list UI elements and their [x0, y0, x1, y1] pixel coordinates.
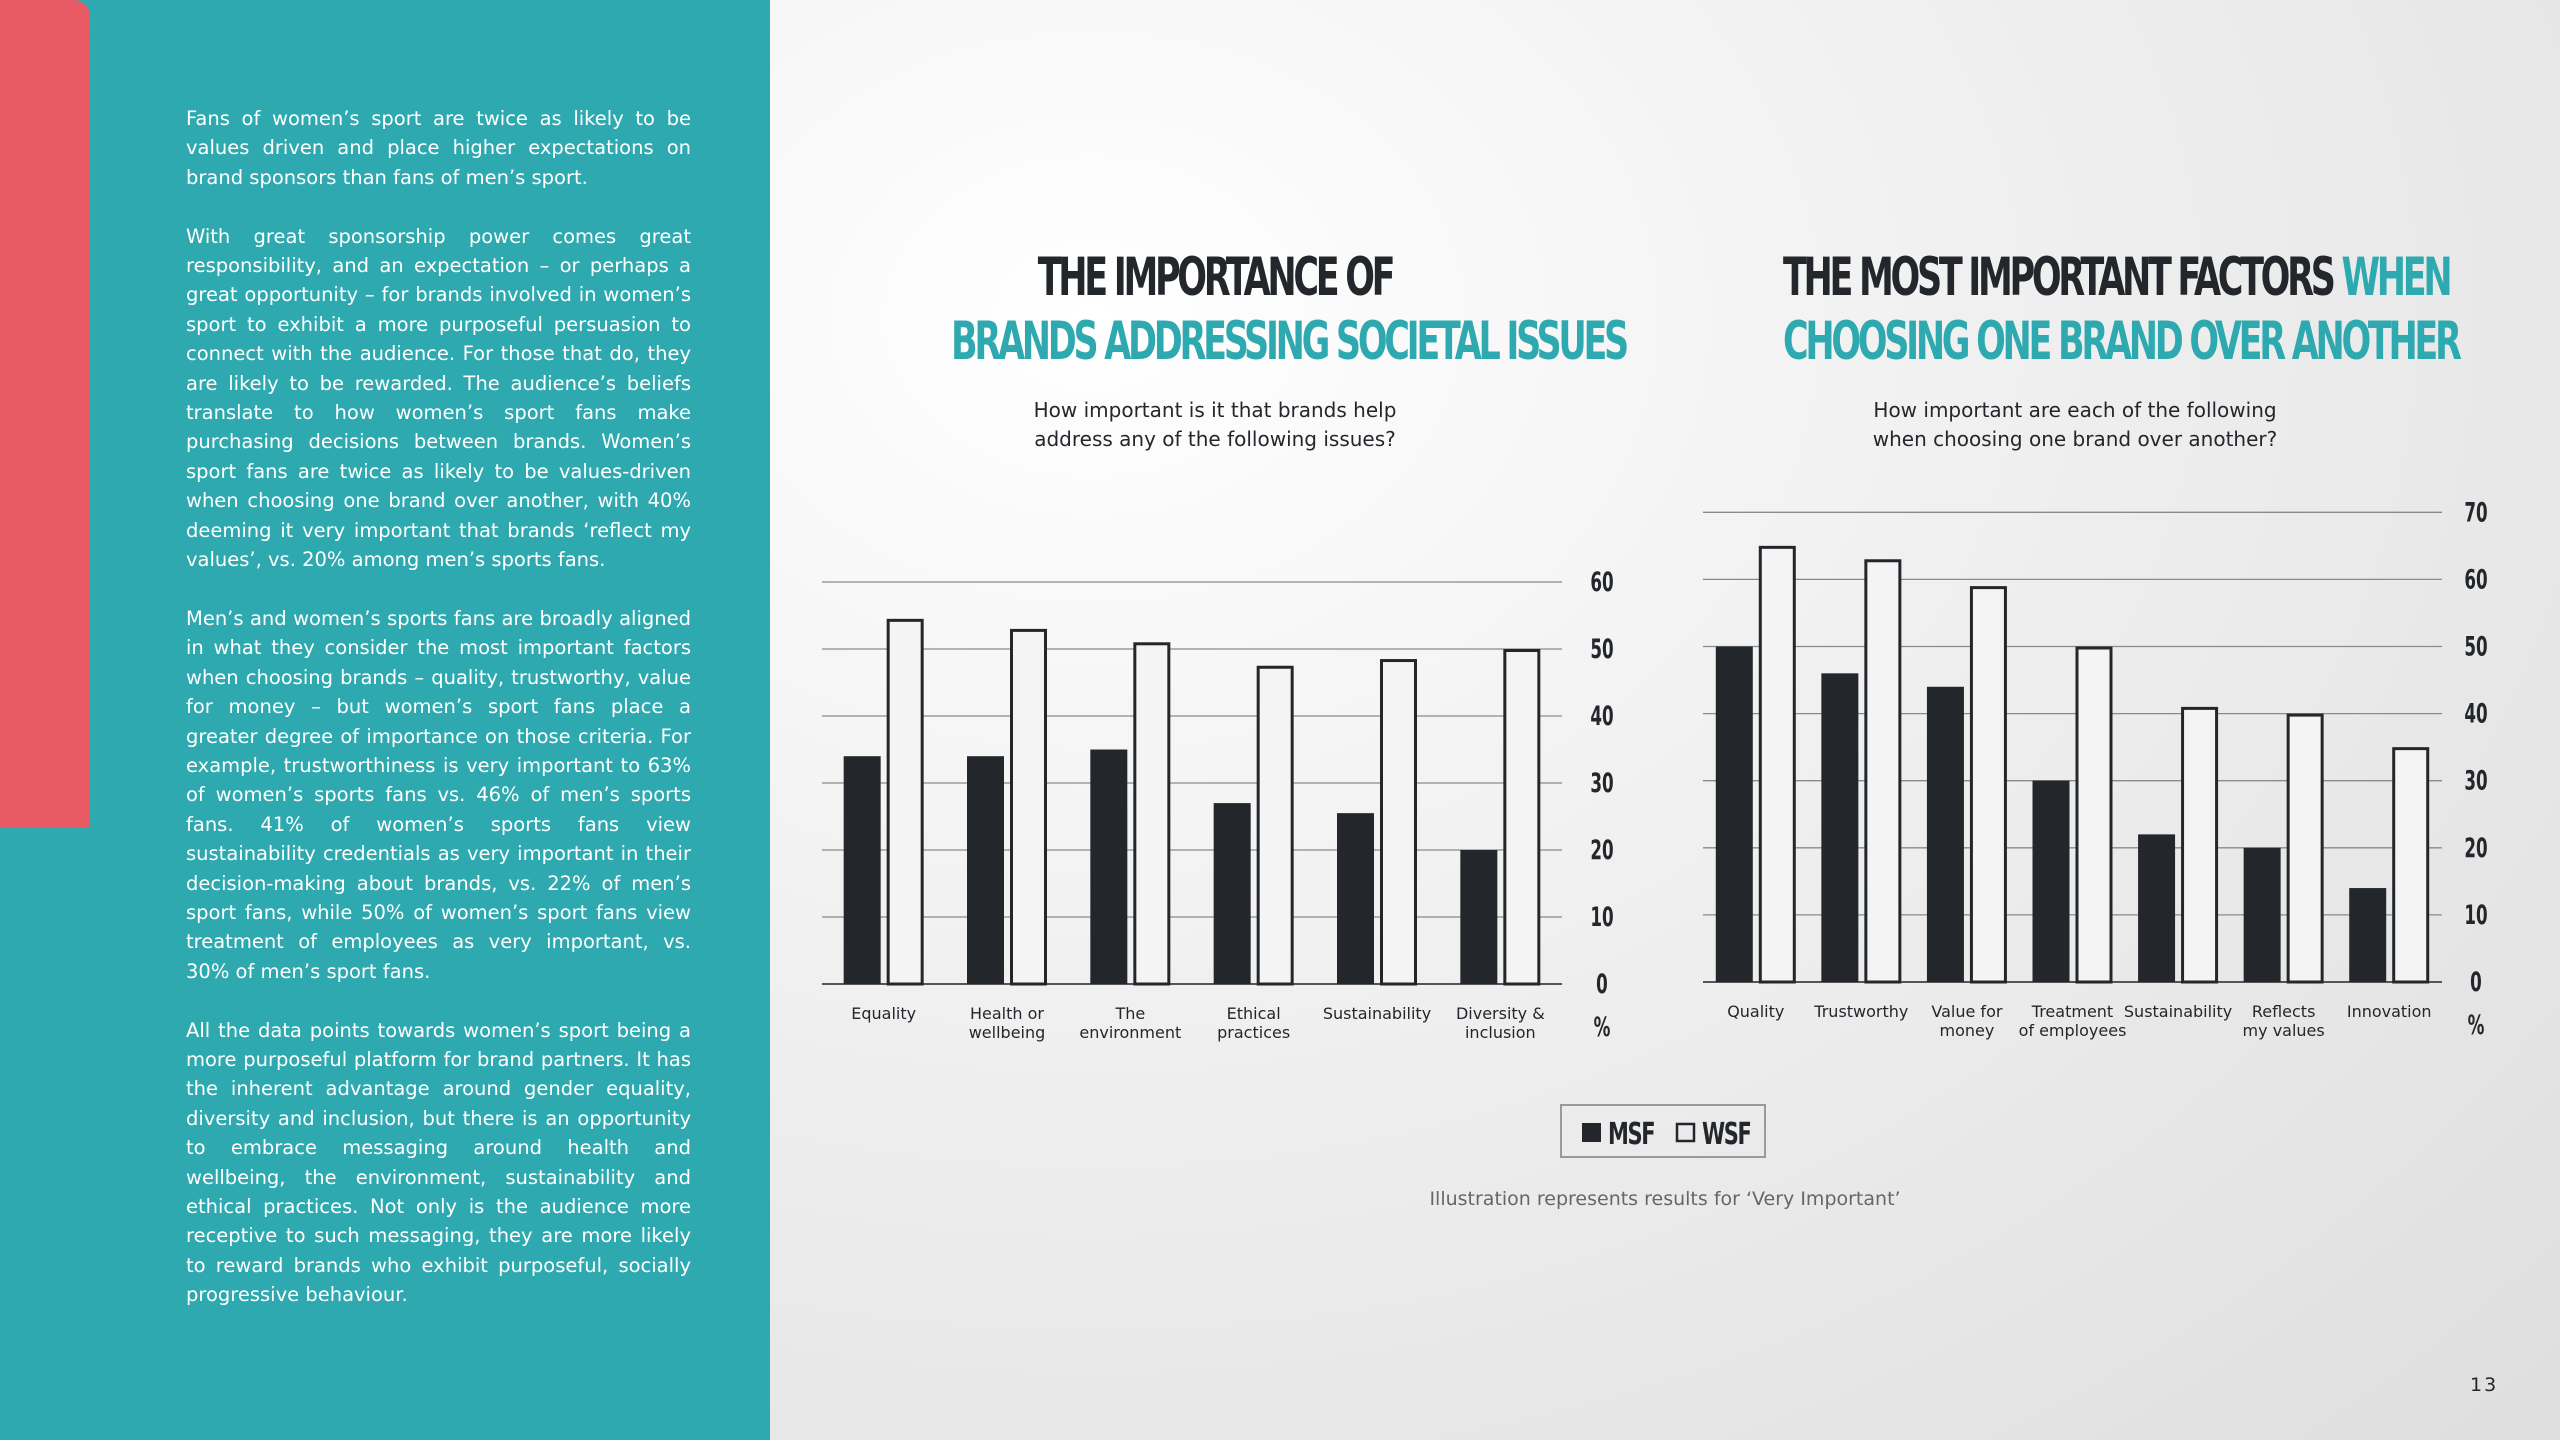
- chart2-y-unit: %: [2467, 1009, 2485, 1042]
- chart1-y-unit: %: [1593, 1011, 1611, 1044]
- chart1-y-tick-label: 0: [1596, 968, 1608, 1001]
- chart2-y-tick-label: 10: [2464, 899, 2488, 932]
- chart2-x-tick-label: Reflects: [2251, 1002, 2316, 1021]
- chart1-bar-wsf: [1135, 644, 1169, 984]
- chart1-bar-wsf: [1258, 667, 1292, 984]
- chart2-y-tick-label: 50: [2464, 631, 2488, 663]
- chart2-bar-wsf: [1760, 547, 1794, 982]
- chart1-y-tick-label: 20: [1590, 834, 1614, 867]
- chart1-x-tick-label: wellbeing: [968, 1023, 1046, 1042]
- chart1-x-tick-label: practices: [1217, 1023, 1291, 1042]
- chart2-question-line2: when choosing one brand over another?: [1872, 427, 2278, 451]
- chart2-plot: [1703, 497, 2488, 1041]
- legend-wsf-label: WSF: [1702, 1117, 1751, 1153]
- legend: [1560, 1104, 1766, 1158]
- chart2-y-tick-label: 60: [2464, 564, 2488, 596]
- chart2-x-tick-label: of employees: [2018, 1021, 2127, 1040]
- chart1-bar-wsf: [1505, 651, 1539, 985]
- chart2-bar-wsf: [2288, 715, 2322, 982]
- chart1-y-tick-label: 40: [1590, 700, 1614, 733]
- chart1-plot: [822, 567, 1614, 1043]
- legend-svg: [1562, 1106, 1768, 1160]
- chart2-y-tick-label: 70: [2464, 497, 2488, 529]
- page-number: 13: [2470, 1374, 2499, 1396]
- chart1-y-tick-label: 60: [1590, 566, 1614, 599]
- body-paragraph: Men’s and women’s sports fans are broadly aligned in what they consider the most important factors when choosing brands – quality, trustworthy, value for money – but women’s sport fans place a greater degree of importance on those criteria. For example, trustworthiness is very important to 63% of women’s sports fans vs. 46% of men’s sports fans. 41% of women’s sports fans view sustainability credentials as very important in their decision-making about brands, vs. 22% of men’s sport fans, while 50% of women’s sport fans view treatment of employees as very important, vs. 30% of men’s sport fans.: [186, 606, 691, 983]
- chart1-title-line1: THE IMPORTANCE OF: [1037, 247, 1393, 308]
- chart1-x-tick-label: Sustainability: [1322, 1004, 1432, 1023]
- caption: Illustration represents results for ‘Very Important’: [1429, 1188, 1901, 1210]
- chart2-bar-msf: [2033, 781, 2070, 982]
- body-paragraph: With great sponsorship power comes great responsibility, and an expectation – or perhaps a great opportunity – for brands involved in women’s sport to exhibit a more purposeful persuasion to connect with the audience. For those that do, they are likely to be rewarded. The audience’s beliefs translate to how women’s sport fans make purchasing decisions between brands. Women’s sport fans are twice as likely to be values-driven when choosing one brand over another, with 40% deeming it very important that brands ‘reflect my values’, vs. 20% among men’s sports fans.: [186, 224, 691, 572]
- chart2-x-tick-label: Treatment: [2031, 1002, 2114, 1021]
- chart1-question-line1: How important is it that brands help: [1033, 398, 1397, 422]
- chart1-y-tick-label: 30: [1590, 767, 1614, 800]
- chart2-bar-wsf: [2183, 708, 2217, 982]
- chart2-bar-msf: [1716, 647, 1753, 983]
- chart1-title-line2: BRANDS ADDRESSING SOCIETAL ISSUES: [951, 311, 1626, 372]
- chart2-question-line1: How important are each of the following: [1873, 398, 2277, 422]
- chart1-bar-msf: [1090, 750, 1127, 985]
- chart1-x-tick-label: Diversity &: [1455, 1004, 1545, 1023]
- chart2-x-tick-label: money: [1939, 1021, 1995, 1040]
- chart2-x-tick-label: my values: [2242, 1021, 2325, 1040]
- legend-msf-swatch: [1582, 1123, 1601, 1142]
- chart2-x-tick-label: Sustainability: [2123, 1002, 2233, 1021]
- chart2-y-tick-label: 40: [2464, 698, 2488, 730]
- chart1-x-tick-label: Ethical: [1226, 1004, 1281, 1023]
- chart1-bar-wsf: [888, 620, 922, 984]
- chart1-x-tick-label: The: [1115, 1004, 1146, 1023]
- chart2-title-line1-dark: THE MOST IMPORTANT FACTORS: [1783, 247, 2333, 308]
- chart1-x-tick-label: Equality: [851, 1004, 917, 1023]
- chart1-x-tick-label: environment: [1079, 1023, 1182, 1042]
- chart2-y-tick-label: 20: [2464, 832, 2488, 865]
- chart1-question-line2: address any of the following issues?: [1034, 427, 1396, 451]
- chart2-bar-wsf: [2394, 749, 2428, 982]
- chart2-x-tick-label: Innovation: [2346, 1002, 2432, 1021]
- chart2-title-line2: CHOOSING ONE BRAND OVER ANOTHER: [1783, 311, 2459, 372]
- chart2-bar-msf: [1927, 687, 1964, 982]
- chart2-bar-msf: [2138, 834, 2175, 982]
- body-paragraph: All the data points towards women’s sport being a more purposeful platform for brand partners. It has the inherent advantage around gender equality, diversity and inclusion, but there is an opportunity to embrace messaging around health and wellbeing, the environment, sustainability and ethical practices. Not only is the audience more receptive to such messaging, they are more likely to reward brands who exhibit purposeful, socially progressive behaviour.: [186, 1018, 691, 1307]
- chart1-x-tick-label: inclusion: [1464, 1023, 1536, 1042]
- chart1-y-tick-label: 50: [1590, 633, 1614, 666]
- chart2-x-tick-label: Trustworthy: [1814, 1002, 1909, 1021]
- chart1-bar-msf: [844, 756, 881, 984]
- chart2-bar-wsf: [1971, 588, 2005, 982]
- chart1-y-tick-label: 10: [1590, 901, 1614, 934]
- chart2-bar-msf: [1821, 673, 1858, 982]
- chart1-bar-msf: [1214, 803, 1251, 984]
- chart2-bar-wsf: [2077, 648, 2111, 982]
- chart1-x-tick-label: Health or: [970, 1004, 1044, 1023]
- chart2-bar-msf: [2244, 848, 2281, 982]
- legend-msf-label: MSF: [1608, 1117, 1655, 1153]
- chart1-bar-msf: [1337, 813, 1374, 984]
- chart1-bar-wsf: [1012, 630, 1046, 984]
- body-paragraph: Fans of women’s sport are twice as likely to be values driven and place higher expectations on brand sponsors than fans of men’s sport.: [186, 107, 691, 189]
- chart2-x-tick-label: Value for: [1931, 1002, 2003, 1021]
- chart2-x-tick-label: Quality: [1727, 1002, 1785, 1021]
- chart1-bar-msf: [967, 756, 1004, 984]
- chart1-bar-wsf: [1382, 661, 1416, 984]
- chart2-y-tick-label: 30: [2464, 765, 2488, 797]
- chart2-bar-wsf: [1866, 561, 1900, 982]
- chart2-y-tick-label: 0: [2470, 966, 2482, 999]
- chart2-title-line1-teal: WHEN: [2341, 247, 2450, 308]
- legend-wsf-swatch: [1677, 1124, 1694, 1141]
- chart2-bar-msf: [2349, 888, 2386, 982]
- chart1-bar-msf: [1460, 850, 1497, 984]
